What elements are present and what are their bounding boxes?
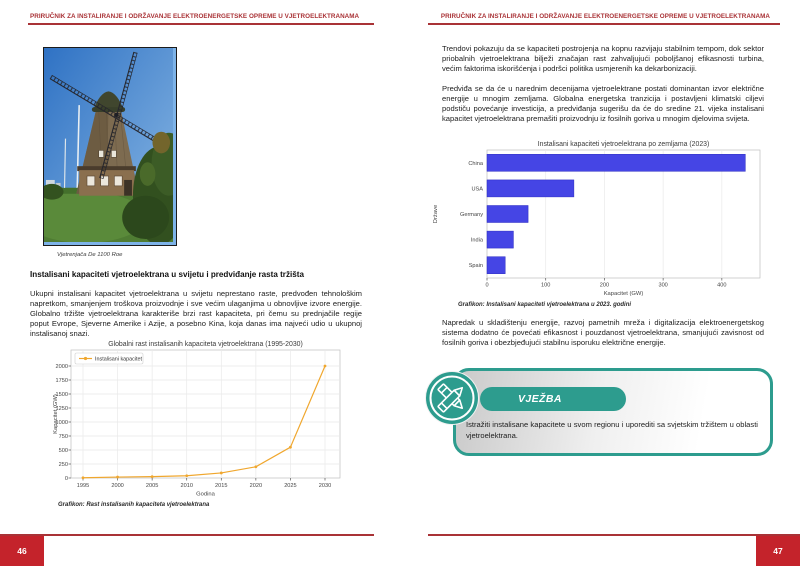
x-tick-label: 2025 [284, 483, 297, 489]
footer-rule [0, 534, 374, 536]
exercise-text: Istražiti instalisane kapacitete u svom regionu i uporediti sa svjetskim tržištem u oblasti vjetroelektrana. [466, 420, 758, 440]
x-tick-label: 0 [485, 282, 489, 289]
x-tick-label: 1995 [76, 483, 90, 489]
y-axis-label: Kapacitet (GW) [53, 394, 59, 434]
data-point [324, 365, 327, 368]
body-paragraph: Predviđa se da će u narednim decenijama vjetroelektrane postati dominantan izvor električne energije u mnogim zemljama. Globalna energetska tranzicija i postavljeni klimatski ciljevi podstiču povećanje investicija, a predviđanja sugerišu da će do sredine 21. vijeka instalisani kapacitet vjetroelektrana premašiti proizvodnju iz fosilnih goriva u mnogim djelovima svijeta. [442, 84, 764, 123]
windmill-illustration [44, 48, 173, 242]
bar-india [487, 231, 513, 248]
data-point [289, 446, 292, 449]
chart-caption: Grafikon: Instalisani kapaciteti vjetroelektrana u 2023. godini [458, 302, 632, 308]
line-chart [50, 337, 382, 501]
x-tick-label: 400 [717, 282, 727, 289]
legend-label: Instalisani kapacitet [95, 356, 143, 363]
x-tick-label: 100 [541, 282, 551, 289]
header-rule [28, 23, 374, 25]
y-tick-label: 1500 [55, 392, 68, 398]
bar-category-label: Spain [468, 263, 483, 270]
page-header-title: PRIRUČNIK ZA INSTALIRANJE I ODRŽAVANJE ELEKTROENERGETSKE OPREME U VJETROELEKTRANAMA [440, 13, 770, 20]
data-point [185, 474, 188, 477]
y-tick-label: 500 [58, 448, 68, 454]
body-paragraph: Ukupni instalisani kapacitet vjetroelektrana u svijetu neprestano raste, predvođen tehnološkim napretkom, smanjenjem troškova proizvodnje i sve većim ulaganjima u obnovljive izvore energije. Globalno tržište vjetroelektrana karakteriše brzi rast kapaciteta, pri čemu su prednjačile regije poput Evrope, Sjeverne Amerike i Azije, a posebno Kina, koja danas ima najveći udio u ukupnoj instalisanoj snazi. [30, 289, 362, 338]
x-tick-label: 2020 [249, 483, 263, 489]
bar-spain [487, 257, 505, 274]
data-point [82, 476, 85, 479]
page-number: 46 [0, 536, 44, 566]
bar-usa [487, 180, 574, 197]
x-tick-label: 2000 [111, 483, 124, 489]
body-paragraph: Napredak u skladištenju energije, razvoj pametnih mreža i digitalizacija elektroenergetskog sistema dodatno će povećati efikasnost i pouzdanost vjetroelektrana, smanjujući zavisnost od fosilnih goriva i obezbjeđujući stabilnu isporuku električne energije. [442, 318, 764, 347]
bar-category-label: China [468, 160, 483, 167]
y-tick-label: 2000 [55, 364, 68, 370]
y-tick-label: 250 [58, 462, 68, 468]
data-point [254, 465, 257, 468]
exercise-banner [480, 387, 626, 411]
exercise-box [453, 368, 773, 456]
page-number: 47 [756, 536, 800, 566]
y-tick-label: 1250 [55, 406, 68, 412]
y-tick-label: 750 [58, 434, 68, 440]
data-point [116, 476, 119, 479]
photo-caption: Vjetrenjača De 1100 Roe [57, 252, 123, 258]
footer-rule [428, 534, 800, 536]
header-rule [428, 23, 780, 25]
bar-chart [428, 137, 790, 299]
windmill-photo [43, 47, 177, 246]
bar-category-label: Germany [459, 212, 483, 218]
x-axis-label: Kapacitet (GW) [603, 291, 644, 297]
page-header-title: PRIRUČNIK ZA INSTALIRANJE I ODRŽAVANJE ELEKTROENERGETSKE OPREME U VJETROELEKTRANAMA [30, 13, 360, 20]
line-chart-title: Globalni rast instalisanih kapaciteta vjetroelektrana (1995-2030) [108, 341, 303, 348]
y-tick-label: 1750 [55, 378, 68, 384]
y-tick-label: 1000 [55, 420, 68, 426]
bar-chart-title: Instalisani kapaciteti vjetroelektrana po zemljama (2023) [537, 141, 710, 148]
x-tick-label: 300 [658, 282, 668, 289]
bar-china [487, 154, 745, 171]
y-axis-label: Države [433, 204, 439, 224]
bar-category-label: USA [471, 186, 483, 193]
bar-germany [487, 206, 528, 223]
exercise-label: VJEŽBA [518, 393, 562, 405]
x-tick-label: 2015 [215, 483, 228, 489]
y-tick-label: 0 [64, 476, 68, 482]
data-point [151, 475, 154, 478]
x-tick-label: 2010 [180, 483, 193, 489]
data-point [220, 472, 223, 475]
crossed-pencils-icon [424, 370, 480, 426]
section-heading: Instalisani kapaciteti vjetroelektrana u svijetu i predviđanje rasta tržišta [30, 270, 304, 279]
body-paragraph: Trendovi pokazuju da se kapaciteti postrojenja na kopnu razvijaju stabilnim tempom, dok sektor priobalnih vjetroelektrana bilježi značajan rast zahvaljujući poboljšanoj efikasnosti turbina, većim faktorima iskorišćenja i podršci politika usmjerenih ka dekarbonizaciji. [442, 44, 764, 73]
bar-category-label: India [470, 237, 483, 244]
chart-caption: Grafikon: Rast instalisanih kapaciteta vjetroelektrana [58, 502, 210, 508]
page-right [400, 0, 800, 566]
exercise-icon-badge [424, 370, 480, 426]
x-tick-label: 2005 [145, 483, 159, 489]
x-tick-label: 2030 [318, 483, 332, 489]
x-axis-label: Godina [196, 491, 215, 498]
x-tick-label: 200 [599, 282, 610, 289]
